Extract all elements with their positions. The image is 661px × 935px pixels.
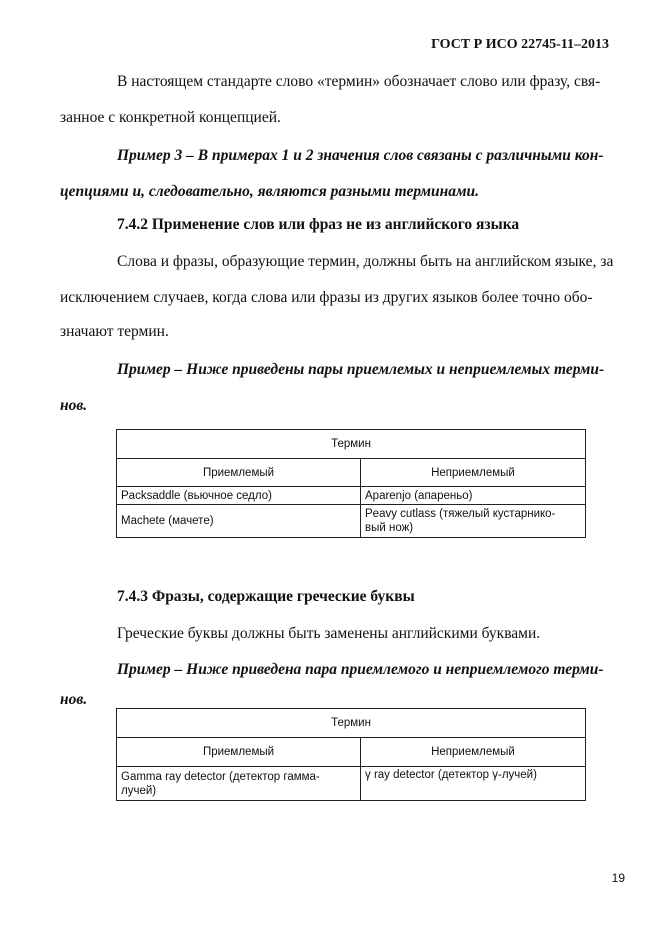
table-cell: γ ray detector (детектор γ-лучей) — [361, 767, 586, 801]
example-line: Пример – Ниже приведена пара приемлемого и неприемлемого терми- — [117, 661, 604, 678]
cell-line: вый нож) — [365, 522, 414, 534]
table-cell: Aparenjo (апареньо) — [361, 487, 586, 505]
column-header-acceptable: Приемлемый — [117, 738, 361, 767]
table-row — [117, 487, 586, 505]
page-number: 19 — [611, 871, 625, 885]
column-header-unacceptable: Неприемлемый — [361, 738, 586, 767]
paragraph-line: Греческие буквы должны быть заменены английскими буквами. — [117, 625, 541, 642]
paragraph-line: Слова и фразы, образующие термин, должны быть на английском языке, за — [117, 253, 614, 270]
cell-line: лучей) — [121, 784, 157, 797]
table-cell — [361, 505, 586, 538]
example-line: нов. — [60, 397, 88, 414]
column-header-acceptable: Приемлемый — [117, 459, 361, 487]
column-header-unacceptable: Неприемлемый — [361, 459, 586, 487]
document-header: ГОСТ Р ИСО 22745-11–2013 — [431, 37, 609, 52]
section-heading-7-4-2: 7.4.2 Применение слов или фраз не из английского языка — [117, 216, 520, 233]
table-cell — [117, 767, 361, 801]
paragraph-line: значают термин. — [60, 323, 169, 340]
table-title: Термин — [117, 430, 586, 459]
table-cell: Machete (мачете) — [117, 505, 361, 538]
paragraph-line: занное с конкретной концепцией. — [60, 109, 281, 126]
example-line: Пример 3 – В примерах 1 и 2 значения слов связаны с различными кон- — [117, 147, 604, 164]
section-heading-7-4-3: 7.4.3 Фразы, содержащие греческие буквы — [117, 588, 415, 605]
example-line: нов. — [60, 691, 88, 708]
example-line: цепциями и, следовательно, являются разными терминами. — [60, 183, 480, 200]
table-title: Термин — [117, 709, 586, 738]
paragraph-line: В настоящем стандарте слово «термин» обозначает слово или фразу, свя- — [117, 73, 601, 90]
terms-table-2 — [116, 708, 586, 801]
table-row — [117, 505, 586, 538]
cell-line: Gamma ray detector (детектор гамма- — [121, 770, 320, 783]
cell-line: Peavy cutlass (тяжелый кустарнико- — [365, 508, 556, 520]
paragraph-line: исключением случаев, когда слова или фразы из других языков более точно обо- — [60, 289, 593, 306]
terms-table-1 — [116, 429, 586, 538]
table-cell: Packsaddle (вьючное седло) — [117, 487, 361, 505]
example-line: Пример – Ниже приведены пары приемлемых и неприемлемых терми- — [117, 361, 605, 378]
table-row — [117, 767, 586, 801]
